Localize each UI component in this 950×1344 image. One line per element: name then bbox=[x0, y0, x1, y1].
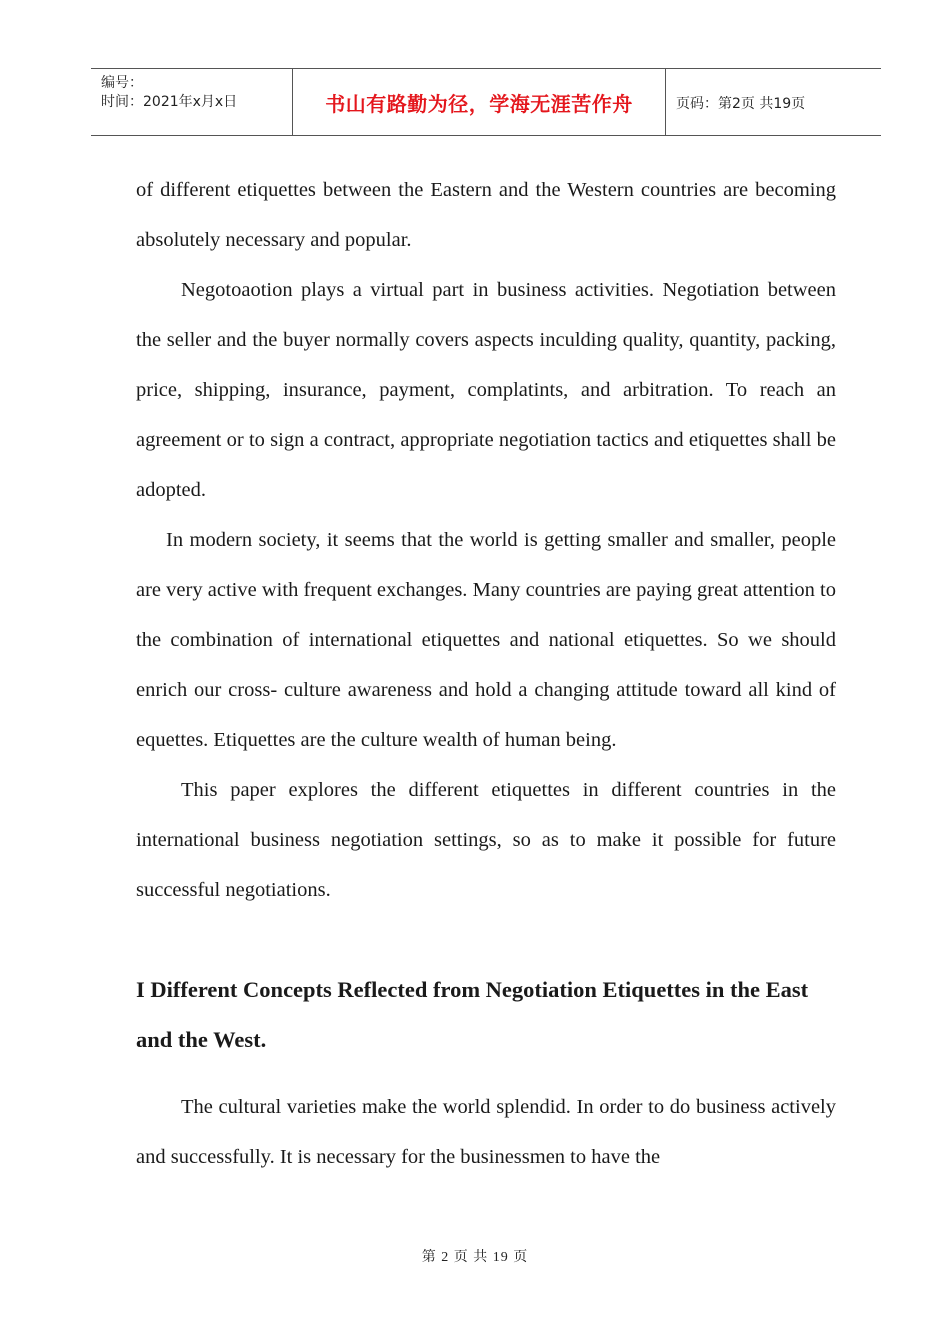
header-page-info: 页码：第2页 共19页 bbox=[676, 96, 806, 112]
header-motto-cell bbox=[293, 69, 666, 135]
paragraph-modern-society: In modern society, it seems that the world is getting smaller and smaller, people are very active with frequent exchanges. Many countries are paying great attention to the combination of international etiquettes and national etiquettes. So we should enrich our cross- culture awareness and hold a changing attitude toward all kind of equettes. Etiquettes are the culture wealth of human being. bbox=[136, 529, 836, 751]
header-motto: 书山有路勤为径，学海无涯苦作舟 bbox=[325, 91, 633, 116]
document-body bbox=[136, 165, 836, 1182]
serial-label: 编号： bbox=[101, 75, 143, 91]
paragraph-continuation: of different etiquettes between the Eastern and the Western countries are becoming absolutely necessary and popular. bbox=[136, 179, 836, 251]
paragraph-paper-purpose: This paper explores the different etiquettes in different countries in the international business negotiation settings, so as to make it possible for future successful negotiations. bbox=[136, 779, 836, 901]
section-heading: I Different Concepts Reflected from Negotiation Etiquettes in the East and the West. bbox=[136, 977, 809, 1052]
header-page-cell bbox=[666, 69, 881, 135]
header-meta-cell bbox=[91, 69, 293, 135]
page-footer: 第 2 页 共 19 页 bbox=[421, 1250, 529, 1265]
paragraph-negotiation: Negotoaotion plays a virtual part in business activities. Negotiation between the seller and the buyer normally covers aspects inculding quality, quantity, packing, price, shipping, insurance, payment, complatints, and arbitration. To reach an agreement or to sign a contract, appropriate negotiation tactics and etiquettes shall be adopted. bbox=[136, 279, 836, 501]
page-header bbox=[91, 68, 881, 136]
time-label: 时间：2021年x月x日 bbox=[101, 94, 238, 110]
paragraph-cultural-varieties: The cultural varieties make the world splendid. In order to do business actively and successfully. It is necessary for the businessmen to have the bbox=[136, 1096, 836, 1168]
